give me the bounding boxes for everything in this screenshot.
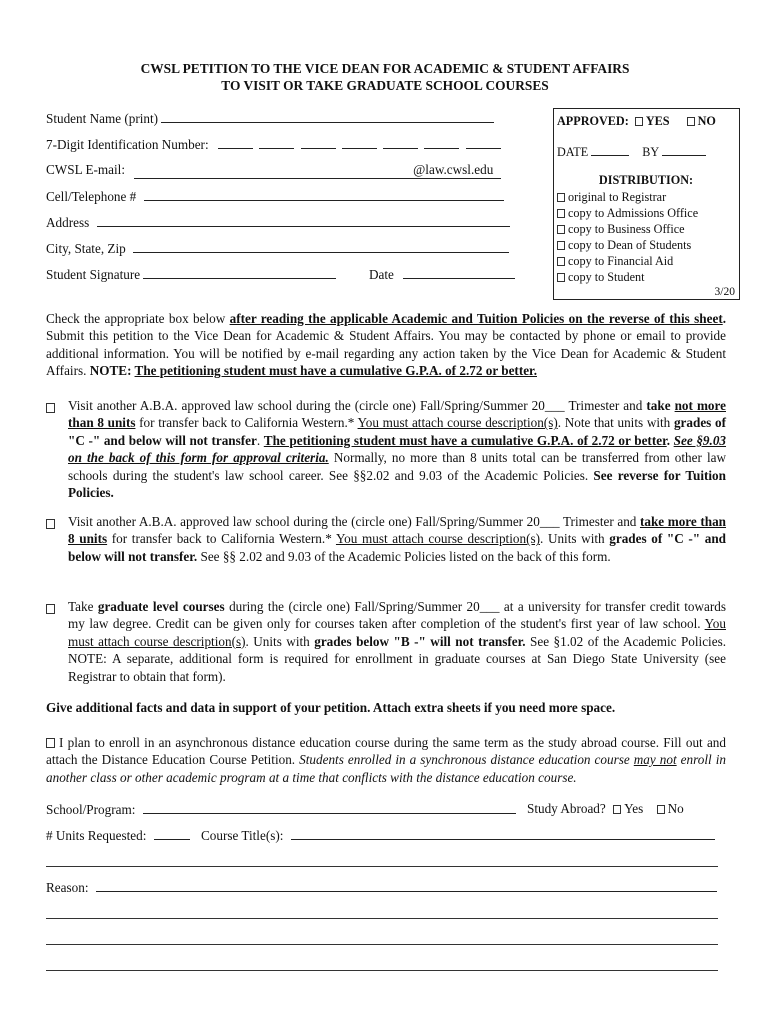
approved-no-checkbox[interactable] bbox=[687, 117, 695, 126]
distribution-item: copy to Financial Aid bbox=[557, 254, 673, 269]
signature-label: Student Signature bbox=[46, 267, 141, 282]
approved-yes-label: YES bbox=[645, 114, 670, 128]
student-name-input[interactable] bbox=[161, 110, 494, 123]
option-visit-over-8-checkbox[interactable] bbox=[46, 516, 58, 532]
student-name-row bbox=[46, 110, 494, 127]
email-domain: @law.cwsl.edu bbox=[413, 162, 494, 177]
distribution-checkbox[interactable] bbox=[557, 209, 565, 218]
distribution-checkbox[interactable] bbox=[557, 273, 565, 282]
approval-row bbox=[557, 114, 716, 129]
address-input[interactable] bbox=[97, 214, 510, 227]
course-title-input[interactable] bbox=[291, 827, 715, 840]
reason-line[interactable] bbox=[46, 918, 718, 919]
distribution-title: DISTRIBUTION: bbox=[598, 173, 694, 187]
student-id-label: 7-Digit Identification Number: bbox=[46, 137, 209, 152]
approved-yes-checkbox[interactable] bbox=[635, 117, 643, 126]
reason-label: Reason: bbox=[46, 880, 89, 895]
phone-input[interactable] bbox=[144, 188, 504, 201]
study-abroad-label: Study Abroad? bbox=[527, 801, 606, 816]
id-digit-field[interactable] bbox=[259, 136, 294, 149]
id-digit-field[interactable] bbox=[424, 136, 459, 149]
student-id-row bbox=[46, 136, 501, 153]
email-label: CWSL E-mail: bbox=[46, 162, 125, 177]
units-label: # Units Requested: bbox=[46, 828, 147, 843]
date-input[interactable] bbox=[403, 266, 515, 279]
address-label: Address bbox=[46, 215, 90, 230]
option-graduate-courses-checkbox[interactable] bbox=[46, 601, 58, 617]
distribution-item: copy to Business Office bbox=[557, 222, 685, 237]
id-digit-field[interactable] bbox=[466, 136, 501, 149]
signature-row bbox=[46, 266, 336, 283]
page-subtitle: TO VISIT OR TAKE GRADUATE SCHOOL COURSES bbox=[221, 78, 549, 93]
distribution-checkbox[interactable] bbox=[557, 241, 565, 250]
city-label: City, State, Zip bbox=[46, 241, 126, 256]
phone-row bbox=[46, 188, 504, 205]
id-digit-field[interactable] bbox=[301, 136, 336, 149]
distance-education-checkbox[interactable] bbox=[46, 738, 55, 748]
reason-line[interactable] bbox=[46, 944, 718, 945]
course-title-label: Course Title(s): bbox=[200, 828, 284, 843]
reason-line[interactable] bbox=[46, 970, 718, 971]
distribution-item: copy to Admissions Office bbox=[557, 206, 698, 221]
reason-input[interactable] bbox=[96, 879, 717, 892]
city-input[interactable] bbox=[133, 240, 509, 253]
option-visit-over-8-text: Visit another A.B.A. approved law school during the (circle one) Fall/Spring/Summer 20___ Trimester and take more than 8 units for transfer back to California Western.* You must attach course description(s). Units with grades of "C -" and below will not transfer. See §§ 2.02 and 9.03 of the Academic Policies listed on the back of this form. bbox=[68, 514, 727, 564]
phone-label: Cell/Telephone # bbox=[46, 189, 137, 204]
approval-date-row bbox=[557, 145, 706, 160]
intro-paragraph: Check the appropriate box below after reading the applicable Academic and Tuition Policies on the reverse of this sheet. Submit this petition to the Vice Dean for Academic & Student Affairs. You may be contacted by phone or email to provide additional information. You will be notified by e-mail regarding any action taken by the Vice Dean for Academic & Student Affairs. NOTE: The petitioning student must have a cumulative G.P.A. of 2.72 or better. bbox=[46, 311, 727, 379]
distribution-checkbox[interactable] bbox=[557, 225, 565, 234]
option-graduate-courses-text: Take graduate level courses during the (circle one) Fall/Spring/Summer 20___ at a university for transfer credit towards my law degree. Credit can be given only for courses taken after completion of the student's first year of law school. You must attach course description(s). Units with grades below "B -" will not transfer. See §1.02 of the Academic Policies. NOTE: A separate, additional form is required for enrollment in graduate courses at San Diego State University (see Registrar to obtain that form). bbox=[68, 599, 726, 684]
option-visit-max-8-text: Visit another A.B.A. approved law school during the (circle one) Fall/Spring/Summer 20___ Trimester and take not more than 8 units for transfer back to California Western.* You must attach course description(s). Note that units with grades of "C -" and below will not transfer. The petitioning student must have a cumulative G.P.A. of 2.72 or better. See §9.03 on the back of this form for approval criteria. Normally, no more than 8 units total can be transferred from other law schools during the student's law school career. See §§2.02 and 9.03 of the Academic Policies. See reverse for Tuition Policies. bbox=[68, 398, 727, 501]
distance-education-paragraph: I plan to enroll in an asynchronous distance education course during the same term as the study abroad course. Fill out and attach the Distance Education Course Petition. Students enrolled in a synchronous distance education course may not enroll in another class or other academic program at a time that conflicts with the distance education course. bbox=[46, 735, 726, 785]
approval-by-label: BY bbox=[642, 145, 659, 159]
email-row bbox=[46, 162, 501, 179]
date-label: Date bbox=[369, 267, 394, 282]
facts-heading: Give additional facts and data in support of your petition. Attach extra sheets if you need more space. bbox=[46, 700, 616, 715]
reason-row bbox=[46, 879, 717, 896]
study-abroad-no-label: No bbox=[667, 801, 684, 816]
study-abroad-no-checkbox[interactable] bbox=[657, 805, 665, 814]
approval-date-label: DATE bbox=[557, 145, 589, 159]
study-abroad-yes-label: Yes bbox=[624, 801, 644, 816]
id-digit-field[interactable] bbox=[342, 136, 377, 149]
page-title: CWSL PETITION TO THE VICE DEAN FOR ACADEMIC & STUDENT AFFAIRS bbox=[140, 61, 630, 76]
units-input[interactable] bbox=[154, 827, 190, 840]
distribution-item: original to Registrar bbox=[557, 190, 666, 205]
approval-box bbox=[553, 108, 740, 300]
distribution-checkbox[interactable] bbox=[557, 257, 565, 266]
date-row bbox=[369, 266, 515, 283]
units-row bbox=[46, 827, 715, 844]
approval-by-input[interactable] bbox=[662, 145, 706, 156]
id-digit-field[interactable] bbox=[383, 136, 418, 149]
study-abroad-row bbox=[527, 801, 684, 817]
approved-label: APPROVED: bbox=[557, 114, 629, 128]
school-input[interactable] bbox=[143, 801, 516, 814]
address-row bbox=[46, 214, 510, 231]
form-revision: 3/20 bbox=[714, 286, 735, 298]
id-digit-field[interactable] bbox=[218, 136, 253, 149]
city-row bbox=[46, 240, 509, 257]
school-label: School/Program: bbox=[46, 802, 136, 817]
student-name-label: Student Name (print) bbox=[46, 111, 159, 126]
approval-date-input[interactable] bbox=[591, 145, 629, 156]
approved-no-label: NO bbox=[697, 114, 716, 128]
course-title-continuation-line[interactable] bbox=[46, 866, 718, 867]
distribution-checkbox[interactable] bbox=[557, 193, 565, 202]
study-abroad-yes-checkbox[interactable] bbox=[613, 805, 621, 814]
email-input[interactable] bbox=[134, 162, 501, 179]
distribution-item: copy to Dean of Students bbox=[557, 238, 691, 253]
school-row bbox=[46, 801, 516, 818]
option-visit-max-8-checkbox[interactable] bbox=[46, 400, 58, 416]
distribution-item: copy to Student bbox=[557, 270, 645, 285]
signature-input[interactable] bbox=[143, 266, 336, 279]
